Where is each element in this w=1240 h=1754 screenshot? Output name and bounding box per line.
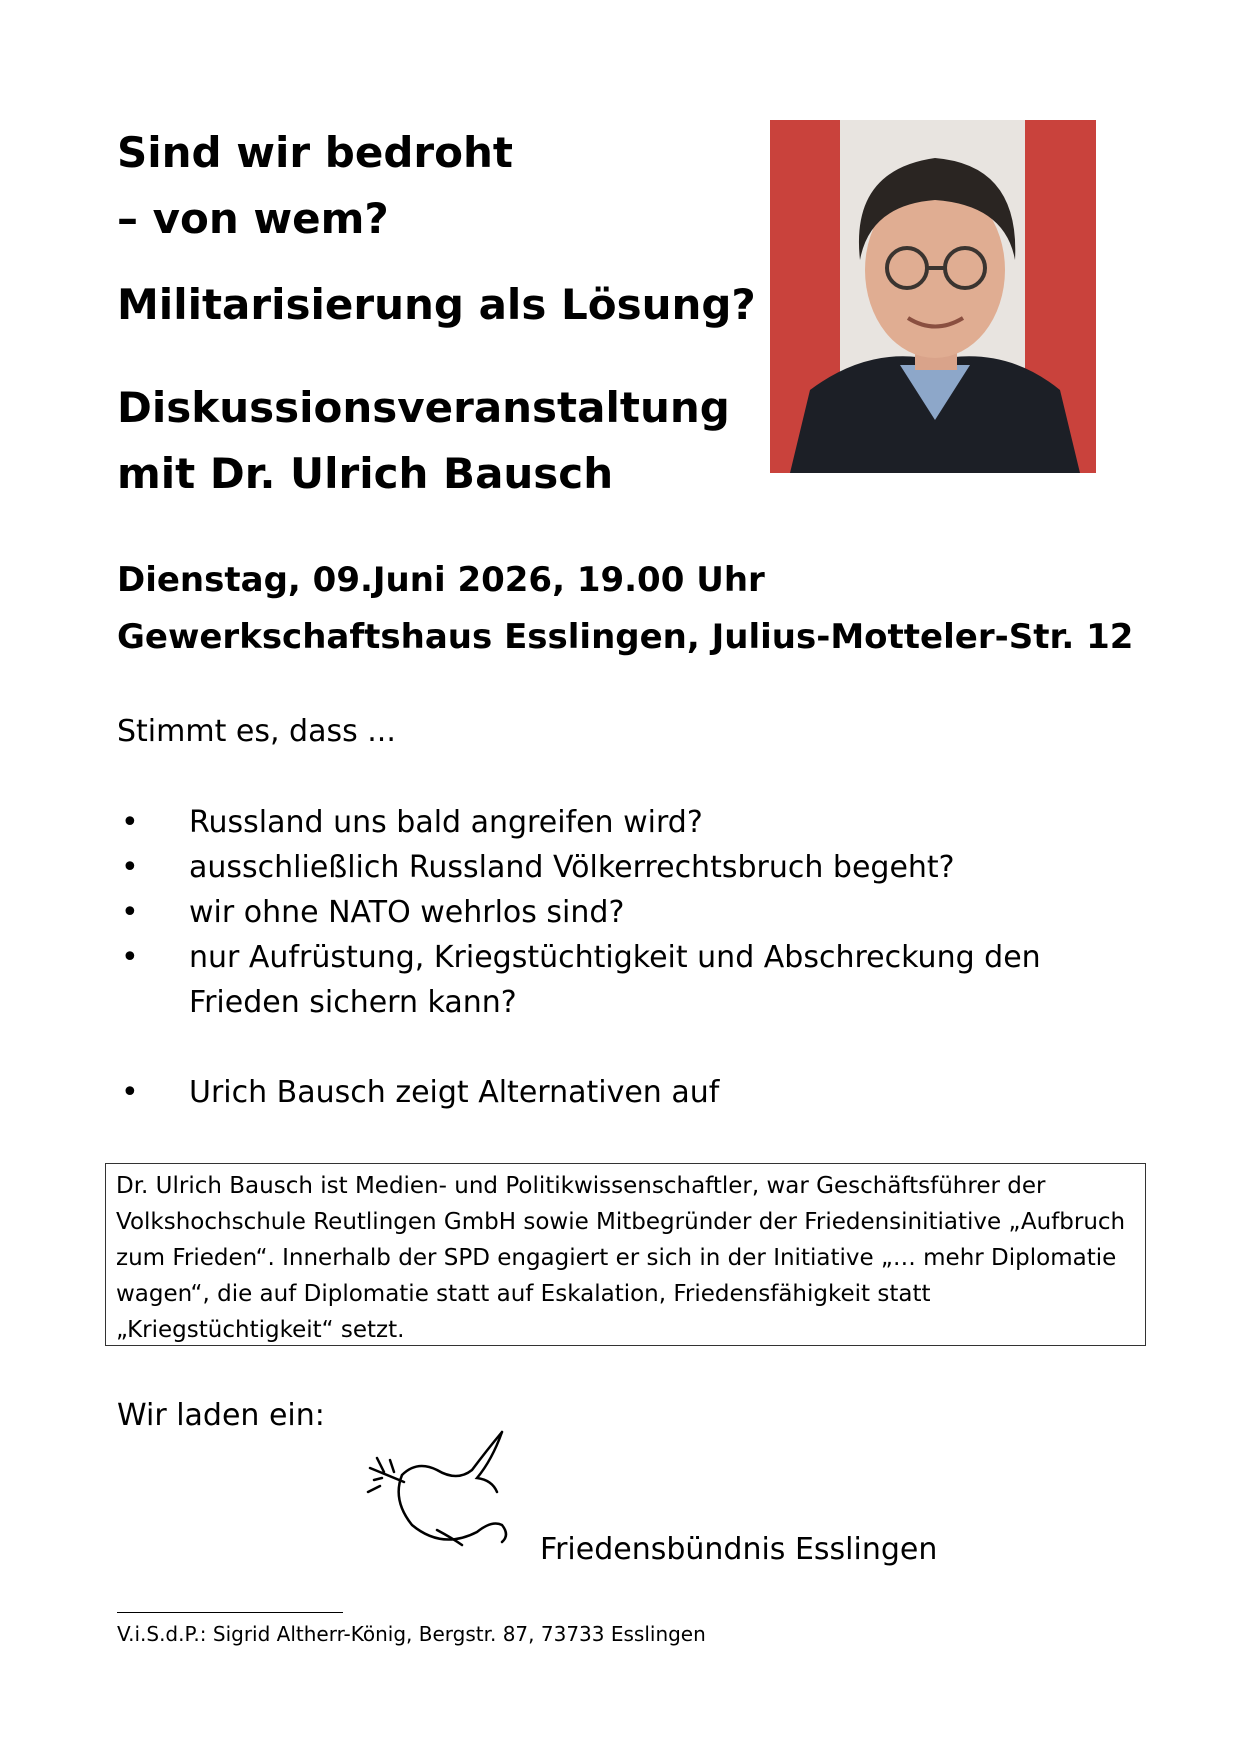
bullet-icon: •: [121, 850, 139, 885]
bullet-icon: •: [121, 1075, 139, 1110]
organizer-name: Friedensbündnis Esslingen: [540, 1532, 938, 1567]
imprint: V.i.S.d.P.: Sigrid Altherr-König, Bergstr. 87, 73733 Esslingen: [117, 1622, 706, 1646]
portrait-photo: [770, 120, 1096, 473]
event-location: Gewerkschaftshaus Esslingen, Julius-Motteler-Str. 12: [117, 617, 1134, 657]
list-item: • ausschließlich Russland Völkerrechtsbruch begeht?: [117, 845, 1077, 890]
title-line-5: mit Dr. Ulrich Bausch: [117, 449, 614, 498]
list-item: • Russland uns bald angreifen wird?: [117, 800, 1077, 845]
bullet-icon: •: [121, 895, 139, 930]
event-date: Dienstag, 09.Juni 2026, 19.00 Uhr: [117, 560, 765, 600]
peace-dove-icon: [362, 1420, 524, 1560]
title-line-1: Sind wir bedroht: [117, 128, 513, 177]
bullet-icon: •: [121, 940, 139, 975]
list-item: • wir ohne NATO wehrlos sind?: [117, 890, 1077, 935]
intro-text: Stimmt es, dass ...: [117, 714, 396, 749]
list-item: • nur Aufrüstung, Kriegstüchtigkeit und Abschreckung den Frieden sichern kann?: [117, 935, 1077, 1025]
footer-divider: [117, 1612, 343, 1613]
title-line-2: – von wem?: [117, 194, 389, 243]
invite-text: Wir laden ein:: [117, 1398, 325, 1433]
title-line-3: Militarisierung als Lösung?: [117, 280, 756, 329]
list-item: • Urich Bausch zeigt Alternativen auf: [117, 1070, 1077, 1115]
title-line-4: Diskussionsveranstaltung: [117, 383, 730, 432]
bullet-icon: •: [121, 805, 139, 840]
speaker-bio-box: Dr. Ulrich Bausch ist Medien- und Politikwissenschaftler, war Geschäftsführer der Volkshochschule Reutlingen GmbH sowie Mitbegründer der Friedensinitiative „Aufbruch zum Frieden“. Innerhalb der SPD engagiert er sich in der Initiative „… mehr Diplomatie wagen“, die auf Diplomatie statt auf Eskalation, Friedensfähigkeit statt „Kriegstüchtigkeit“ setzt.: [105, 1163, 1146, 1346]
question-list: [117, 800, 1077, 1115]
speaker-portrait: [770, 120, 1096, 473]
